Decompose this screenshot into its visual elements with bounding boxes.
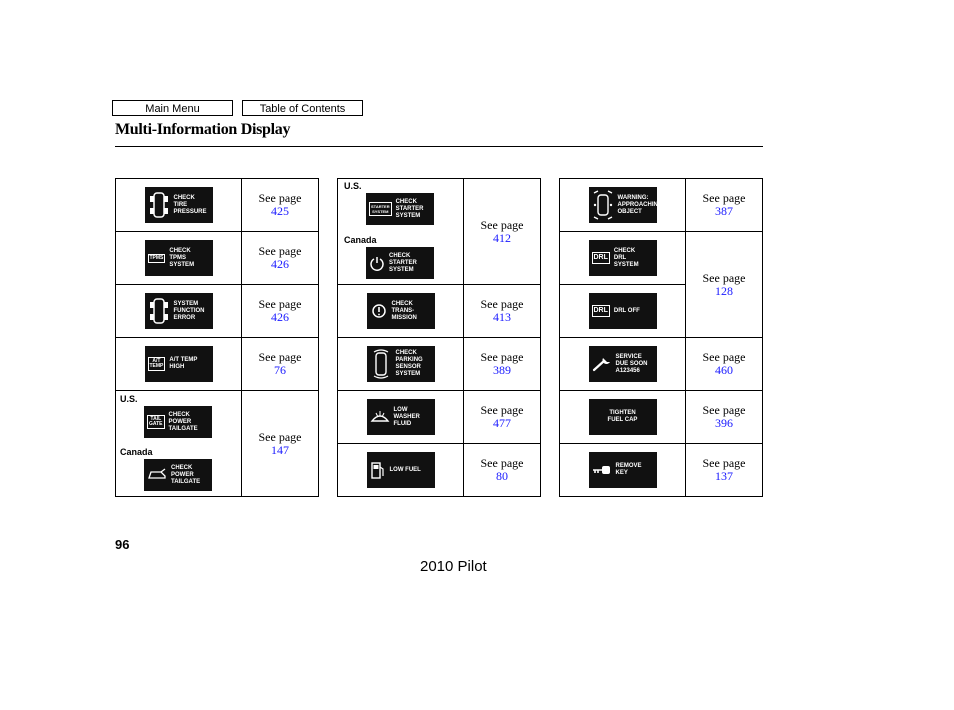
display-text: CHECK DRL SYSTEM bbox=[613, 247, 639, 268]
page-ref-cell bbox=[464, 391, 541, 444]
page-link[interactable]: 425 bbox=[271, 204, 289, 218]
display-text: CHECK TIRE PRESSURE bbox=[173, 194, 207, 215]
page-link[interactable]: 128 bbox=[715, 283, 733, 298]
washer-fluid-icon bbox=[370, 409, 390, 425]
wrench-icon bbox=[592, 356, 612, 372]
display-text: CHECK POWER TAILGATE bbox=[171, 464, 201, 485]
see-page-label: See page bbox=[702, 403, 746, 417]
power-symbol-icon bbox=[369, 255, 385, 271]
open-tailgate-car-icon bbox=[147, 468, 167, 482]
message-cell bbox=[116, 232, 242, 285]
see-page-label: See page bbox=[702, 350, 746, 364]
page-ref-cell bbox=[464, 338, 541, 391]
page-link[interactable]: 460 bbox=[715, 363, 733, 377]
page-ref-cell bbox=[242, 179, 319, 232]
see-page-label: See page bbox=[258, 244, 302, 258]
message-cell bbox=[560, 285, 686, 338]
message-cell bbox=[560, 179, 686, 232]
page-link[interactable]: 426 bbox=[271, 310, 289, 324]
car-tires-icon bbox=[148, 190, 170, 220]
page-ref-cell bbox=[686, 232, 763, 338]
see-page-label: See page bbox=[702, 191, 746, 205]
see-page-label: See page bbox=[480, 217, 524, 232]
page-ref-cell bbox=[464, 444, 541, 497]
page-link[interactable]: 76 bbox=[274, 363, 286, 377]
page-number: 96 bbox=[115, 537, 130, 552]
region-canada-label: Canada bbox=[344, 235, 377, 245]
table-row bbox=[560, 338, 763, 391]
message-cell bbox=[338, 338, 464, 391]
check-tpms-display bbox=[145, 240, 213, 276]
display-text: CHECK TPMS SYSTEM bbox=[169, 247, 195, 268]
remove-key-display bbox=[589, 452, 657, 488]
message-cell bbox=[560, 444, 686, 497]
message-cell bbox=[338, 285, 464, 338]
table-row bbox=[116, 391, 319, 497]
page-ref-cell bbox=[686, 391, 763, 444]
display-text: A/T TEMP HIGH bbox=[169, 357, 198, 370]
message-cell bbox=[338, 391, 464, 444]
message-cell bbox=[116, 285, 242, 338]
table-row bbox=[338, 444, 541, 497]
display-text: SYSTEM FUNCTION ERROR bbox=[173, 300, 205, 321]
see-page-label: See page bbox=[258, 191, 302, 205]
display-text: CHECK STARTER SYSTEM bbox=[389, 252, 417, 273]
page-ref-cell bbox=[464, 285, 541, 338]
table-row bbox=[338, 391, 541, 444]
page-ref-cell bbox=[242, 285, 319, 338]
table-row bbox=[560, 444, 763, 497]
table-row bbox=[116, 338, 319, 391]
region-us-label: U.S. bbox=[344, 181, 362, 191]
check-parking-sensor-display bbox=[367, 346, 435, 382]
display-text: CHECK PARKING SENSOR SYSTEM bbox=[395, 350, 423, 377]
page-link[interactable]: 413 bbox=[493, 310, 511, 324]
main-menu-button[interactable]: Main Menu bbox=[112, 100, 233, 116]
system-function-error-display bbox=[145, 293, 213, 329]
table-row bbox=[116, 179, 319, 232]
title-divider bbox=[115, 146, 763, 147]
message-cell bbox=[338, 179, 464, 285]
key-icon bbox=[592, 465, 612, 475]
message-cell bbox=[116, 391, 242, 497]
message-cell bbox=[560, 391, 686, 444]
page-ref-cell bbox=[686, 444, 763, 497]
page-ref-cell bbox=[464, 179, 541, 285]
check-starter-system-canada-display bbox=[366, 247, 434, 279]
see-page-label: See page bbox=[480, 350, 524, 364]
table-row bbox=[560, 179, 763, 232]
display-text: REMOVE KEY bbox=[615, 463, 642, 476]
car-tires-icon bbox=[148, 296, 170, 326]
transmission-warning-icon bbox=[370, 302, 388, 320]
page-link[interactable]: 387 bbox=[715, 204, 733, 218]
display-text: DRL OFF bbox=[613, 307, 640, 314]
region-us-label: U.S. bbox=[120, 394, 138, 404]
proximity-car-icon bbox=[592, 189, 614, 221]
tailgate-icon: TAIL GATE bbox=[149, 416, 163, 427]
message-cell bbox=[338, 444, 464, 497]
page-link[interactable]: 80 bbox=[496, 469, 508, 483]
check-transmission-display bbox=[367, 293, 435, 329]
check-power-tailgate-us-display bbox=[144, 406, 212, 438]
check-drl-system-display bbox=[589, 240, 657, 276]
message-table-3 bbox=[559, 178, 763, 497]
message-cell bbox=[116, 179, 242, 232]
service-due-soon-display bbox=[589, 346, 657, 382]
page-ref-cell bbox=[686, 179, 763, 232]
fuel-pump-icon bbox=[370, 460, 386, 480]
check-starter-system-us-display bbox=[366, 193, 434, 225]
page-title: Multi-Information Display bbox=[115, 121, 291, 138]
see-page-label: See page bbox=[258, 429, 302, 444]
see-page-label: See page bbox=[480, 403, 524, 417]
table-row bbox=[560, 391, 763, 444]
message-table-1 bbox=[115, 178, 319, 497]
page-link[interactable]: 396 bbox=[715, 416, 733, 430]
table-row bbox=[338, 338, 541, 391]
see-page-label: See page bbox=[258, 350, 302, 364]
table-row bbox=[116, 232, 319, 285]
display-text: CHECK POWER TAILGATE bbox=[168, 411, 198, 432]
display-text: CHECK TRANS- MISSION bbox=[391, 300, 417, 321]
display-text: WARNING: APPROACHING OBJECT bbox=[617, 194, 663, 215]
at-temp-high-display bbox=[145, 346, 213, 382]
page-ref-cell bbox=[242, 391, 319, 497]
table-row bbox=[338, 285, 541, 338]
display-text: LOW FUEL bbox=[389, 466, 421, 473]
page-link[interactable]: 147 bbox=[271, 442, 289, 457]
message-table-2 bbox=[337, 178, 541, 497]
page-link[interactable]: 477 bbox=[493, 416, 511, 430]
low-washer-fluid-display bbox=[367, 399, 435, 435]
page-ref-cell bbox=[242, 338, 319, 391]
display-text: CHECK STARTER SYSTEM bbox=[395, 198, 424, 219]
display-text: LOW WASHER FLUID bbox=[393, 406, 420, 427]
starter-system-icon: STARTER SYSTEM bbox=[371, 204, 390, 214]
page-link[interactable]: 389 bbox=[493, 363, 511, 377]
see-page-label: See page bbox=[702, 456, 746, 470]
parking-sensor-car-icon bbox=[370, 348, 392, 380]
message-cell bbox=[116, 338, 242, 391]
page-ref-cell bbox=[686, 338, 763, 391]
tpms-icon: TPMS bbox=[149, 254, 164, 261]
page-link[interactable]: 426 bbox=[271, 257, 289, 271]
drl-off-display bbox=[589, 293, 657, 329]
table-row bbox=[560, 232, 763, 285]
see-page-label: See page bbox=[258, 297, 302, 311]
display-text: SERVICE DUE SOON A123456 bbox=[615, 353, 648, 374]
region-canada-label: Canada bbox=[120, 447, 153, 457]
see-page-label: See page bbox=[480, 297, 524, 311]
low-fuel-display bbox=[367, 452, 435, 488]
table-of-contents-button[interactable]: Table of Contents bbox=[242, 100, 363, 116]
table-row bbox=[338, 179, 541, 285]
message-cell bbox=[560, 232, 686, 285]
tighten-fuel-cap-display bbox=[589, 399, 657, 435]
at-temp-icon: A/T TEMP bbox=[149, 358, 164, 369]
page-link[interactable]: 137 bbox=[715, 469, 733, 483]
table-row bbox=[116, 285, 319, 338]
page-link[interactable]: 412 bbox=[493, 230, 511, 245]
check-power-tailgate-canada-display bbox=[144, 459, 212, 491]
check-tire-pressure-display bbox=[145, 187, 213, 223]
drl-icon: DRL bbox=[592, 252, 610, 264]
drl-icon: DRL bbox=[592, 305, 610, 317]
see-page-label: See page bbox=[480, 456, 524, 470]
display-text: TIGHTEN FUEL CAP bbox=[607, 410, 638, 423]
message-cell bbox=[560, 338, 686, 391]
warning-approaching-object-display bbox=[589, 187, 663, 223]
page-ref-cell bbox=[242, 232, 319, 285]
footer-model: 2010 Pilot bbox=[420, 558, 487, 575]
see-page-label: See page bbox=[702, 270, 746, 285]
